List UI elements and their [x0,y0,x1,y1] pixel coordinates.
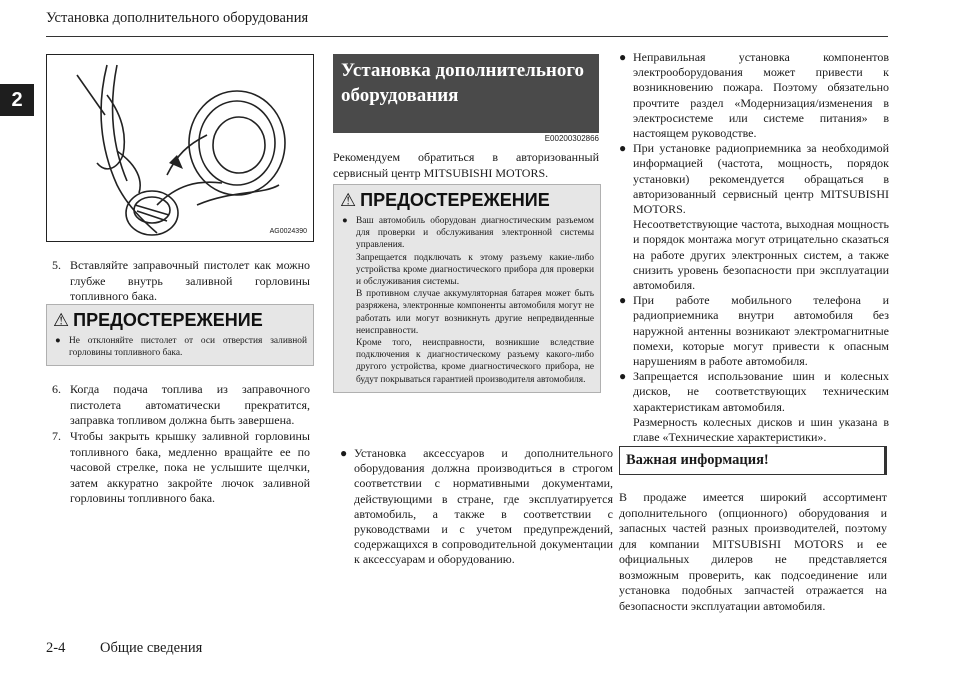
bullet-icon: ● [619,369,627,384]
list-item [619,369,889,445]
warning-box-fuel-nozzle [46,304,314,366]
step-7 [52,429,310,507]
list-item-text: При установке радиоприемника за необходимой информацией (частота, мощность, порядок установки) рекомендуется обращаться в авторизованный сервисный центр MITSUBISHI MOTORS. [633,141,889,217]
header-divider [46,36,888,37]
footer-section: Общие сведения [100,640,203,656]
step-number: 7. [52,429,61,443]
list-item [619,293,889,369]
bullet-icon: ● [619,293,627,308]
page-number: 2-4 [46,640,66,656]
warning-heading-text: ПРЕДОСТЕРЕЖЕНИЕ [360,189,550,210]
warning-body [47,335,313,365]
list-item [340,446,613,568]
warning-paragraph: В противном случае аккумуляторная батарея может быть разряжена, электронные компоненты автомобиля могут не работать или могут возникнуть другие непредвиденные неисправности. [356,289,594,336]
warning-paragraph: Ваш автомобиль оборудован диагностическим разъемом для проверки и обслуживания электронной системы управления. [356,216,594,251]
step-text: Вставляйте заправочный пистолет как можно глубже внутрь заливной горловины топливного бака. [70,258,310,303]
warning-body [334,215,600,392]
warning-icon: ⚠ [340,189,357,210]
list-item-text: Размерность колесных дисков и шин указана в главе «Технические характеристики». [633,414,889,445]
chapter-tab: 2 [0,84,34,116]
page-header-title: Установка дополнительного оборудования [46,10,309,26]
list-item-text: Установка аксессуаров и дополнительного оборудования должна производиться в строгом соответствии с нормативными документами, действующими в стране, где эксплуатируется автомобиль, а также в соответствии с руководствами и с учетом предупреждений, содержащихся в сопроводительной документации к аксессуарам и оборудованию. [354,446,613,567]
warning-paragraph: Кроме того, неисправности, возникшие вследствие подключения к диагностическому разъему какого-либо другого устройства, кроме диагностического прибора, не будут покрываться гарантией производителя автомобиля. [356,338,594,385]
warning-text: Не отклоняйте пистолет от оси отверстия заливной горловины топливного бака. [69,336,307,359]
bullet-icon: ● [340,446,348,460]
step-text: Когда подача топлива из заправочного пистолета автоматически прекратится, заправка топливом должна быть завершена. [70,382,310,427]
warning-icon: ⚠ [53,309,70,330]
list-item-text: Несоответствующие частота, выходная мощность и порядок монтажа могут отрицательно сказаться на работе других электронных систем, а также снизить уровень безопасности при эксплуатации автомобиля. [633,217,889,293]
warning-heading [47,305,313,335]
section-code: E00200302866 [544,134,599,143]
bullet-icon: ● [619,50,627,64]
figure-code: AG0024390 [269,228,307,235]
list-item-text: Запрещается использование шин и колесных дисков, не соответствующих техническим характеристикам автомобиля. [633,369,889,414]
important-info-heading: Важная информация! [619,446,887,475]
warning-box-diagnostic [333,184,601,393]
step-number: 6. [52,382,61,396]
important-info-text: В продаже имеется широкий ассортимент дополнительного (опционного) оборудования и запасных частей разных производителей, поэтому для компании MITSUBISHI MOTORS и ее официальных дилеров не представляется возможным проверить, как подсоединение или установка подобных запчастей отражается на безопасности эксплуатации автомобиля. [619,490,887,613]
list-item-text: Неправильная установка компонентов электрооборудования может привести к возникновению пожара. Поэтому обязательно прочтите раздел «Модернизация/изменения в электросистеме или системе питания» в настоящем руководстве. [633,50,889,141]
list-item [619,50,889,141]
step-text: Чтобы закрыть крышку заливной горловины топливного бака, медленно вращайте ее по часовой стрелке, пока не услышите щелчки, затем аккуратно закройте лючок заливной горловины топливного бака. [70,429,310,505]
step-6 [52,382,310,429]
list-item [619,141,889,293]
warning-paragraph: Запрещается подключать к этому разъему какие-либо устройства кроме диагностического прибора для проверки и обслуживания системы. [356,252,594,288]
right-bullet-list [619,50,889,445]
fuel-cap-drawing [47,55,313,241]
step-5 [52,258,310,305]
bullet-icon: ● [55,336,61,346]
list-item-text: При работе мобильного телефона и радиоприемника внутри автомобиля без наружной антенны возникают электромагнитные помехи, которые могут привести к опасным нарушениям в работе автомобиля. [633,293,889,369]
fuel-cap-illustration [46,54,314,242]
warning-heading-text: ПРЕДОСТЕРЕЖЕНИЕ [73,309,263,330]
bullet-icon: ● [342,216,348,226]
section-intro: Рекомендуем обратиться в авторизованный сервисный центр MITSUBISHI MOTORS. [333,150,599,180]
step-number: 5. [52,258,61,272]
warning-heading [334,185,600,215]
bullet-icon: ● [619,141,627,156]
section-title: Установка дополнительного оборудования [333,54,599,133]
